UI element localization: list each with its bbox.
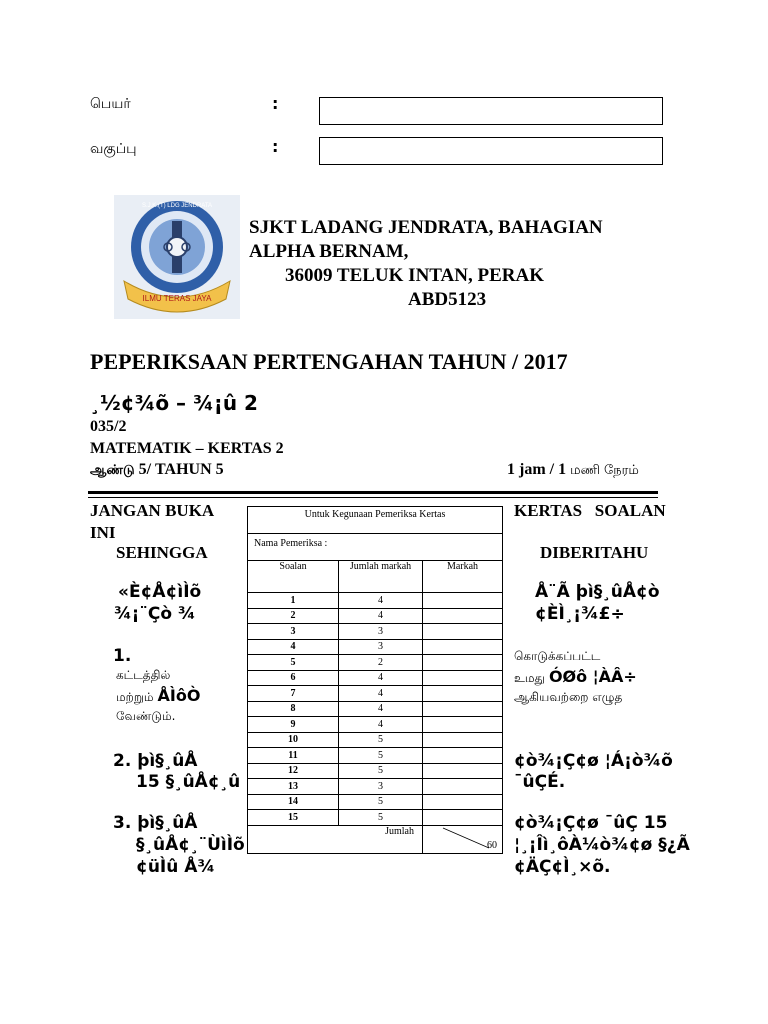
full-marks: 4 [339,717,423,733]
exam-subject-tamil: ¸½¢¾õ – ¾¡û 2 [90,391,258,415]
full-marks: 3 [339,639,423,655]
question-number: 15 [248,810,339,826]
marks-obtained-cell[interactable] [423,701,503,717]
right-tamil1: Å¨Ã þì§¸ûÅ¢ò [535,582,660,602]
marks-obtained-cell[interactable] [423,717,503,733]
header-markah: Markah [423,561,503,593]
question-number: 3 [248,624,339,640]
header-soalan: Soalan [248,561,339,593]
question-number: 2 [248,608,339,624]
table-row [248,624,503,640]
right-line6: ¢ò¾¡Ç¢ø ¯ûÇ 15 [514,813,668,833]
right-line2: உமது ÓØô ¦ÀÂ÷ [514,667,637,686]
table-row [248,670,503,686]
svg-text:ILMU TERAS JAYA: ILMU TERAS JAYA [142,294,212,303]
table-row [248,779,503,795]
marks-obtained-cell[interactable] [423,655,503,671]
examiner-name: Nama Pemeriksa : [248,534,503,561]
instruction-1-line1: கட்டத்தில் [116,668,171,682]
instruction-1-line2: மற்றும் ÅÌôÒ [116,686,201,705]
right-line5: ¯ûÇÉ. [514,772,566,792]
question-number: 5 [248,655,339,671]
table-row [248,810,503,826]
left-tamil1: «È¢Å¢ìÌõ [118,582,202,602]
question-number: 12 [248,763,339,779]
total-label: Jumlah [248,825,423,853]
right-title1: KERTAS SOALAN [514,501,666,520]
table-row [248,701,503,717]
instruction-1-number: 1. [113,646,132,666]
school-logo [114,195,240,319]
table-row [248,748,503,764]
table-caption: Untuk Kegunaan Pemeriksa Kertas [248,507,503,534]
exam-duration: 1 jam / 1 மணி நேரம் [507,461,639,478]
total-cell [423,825,503,853]
marks-obtained-cell[interactable] [423,779,503,795]
right-tamil2: ¢ÈÌ¸¡¾£÷ [535,604,625,624]
marks-obtained-cell[interactable] [423,593,503,609]
marks-obtained-cell[interactable] [423,608,503,624]
instruction-1-line3: வேண்டும். [116,709,176,723]
name-field[interactable] [319,97,663,125]
full-marks: 4 [339,686,423,702]
marks-obtained-cell[interactable] [423,670,503,686]
svg-text:S.J.K.(T) LDG JENDRATA: S.J.K.(T) LDG JENDRATA [141,203,213,209]
question-number: 6 [248,670,339,686]
table-row [248,686,503,702]
class-label: வகுப்பு [90,141,137,157]
instruction-3-line3: ¢üÌû Å¾ [136,857,216,877]
right-line7: ¦¸¡Îì¸ôÀ¼ò¾¢ø §¿Ã [514,835,690,855]
full-marks: 4 [339,608,423,624]
question-number: 7 [248,686,339,702]
table-row [248,763,503,779]
name-colon: : [272,94,279,113]
marks-obtained-cell[interactable] [423,763,503,779]
right-line4: ¢ò¾¡Ç¢ø ¦Á¡ò¾õ [514,751,673,771]
right-title2: DIBERITAHU [540,543,649,562]
table-row [248,717,503,733]
header-jumlah-markah: Jumlah markah [339,561,423,593]
question-number: 1 [248,593,339,609]
question-number: 4 [248,639,339,655]
marks-obtained-cell[interactable] [423,624,503,640]
question-number: 14 [248,794,339,810]
full-marks: 5 [339,763,423,779]
marks-obtained-cell[interactable] [423,732,503,748]
full-marks: 4 [339,670,423,686]
full-marks: 3 [339,624,423,640]
instruction-2-line1: 2. þì§¸ûÅ [113,751,198,771]
marks-obtained-cell[interactable] [423,639,503,655]
school-name-line2: ALPHA BERNAM, [249,241,409,262]
marks-obtained-cell[interactable] [423,794,503,810]
question-number: 10 [248,732,339,748]
marks-obtained-cell[interactable] [423,686,503,702]
full-marks: 5 [339,810,423,826]
full-marks: 5 [339,794,423,810]
marks-obtained-cell[interactable] [423,810,503,826]
examiner-marks-table [247,506,503,854]
school-address: 36009 TELUK INTAN, PERAK [285,265,544,286]
right-line3: ஆகியவற்றை எழுத [514,690,623,704]
class-field[interactable] [319,137,663,165]
question-number: 11 [248,748,339,764]
right-line1: கொடுக்கப்பட்ட [514,649,601,663]
left-title1: JANGAN BUKA [90,501,215,520]
exam-title: PEPERIKSAAN PERTENGAHAN TAHUN / 2017 [90,349,568,374]
full-marks: 5 [339,748,423,764]
class-colon: : [272,137,279,156]
school-code: ABD5123 [408,289,487,310]
full-marks: 4 [339,593,423,609]
left-title2: INI [90,523,116,542]
exam-code: 035/2 [90,418,127,435]
question-number: 9 [248,717,339,733]
table-row [248,732,503,748]
full-marks: 5 [339,732,423,748]
total-value: 60 [487,839,497,851]
question-number: 8 [248,701,339,717]
marks-obtained-cell[interactable] [423,748,503,764]
table-row [248,593,503,609]
table-row [248,794,503,810]
table-row [248,655,503,671]
left-tamil2: ¾¡¨Çò ¾ [114,604,196,624]
name-label: பெயர் [90,96,131,112]
right-line8: ¢ÄÇ¢Ì¸×õ. [514,857,611,877]
question-number: 13 [248,779,339,795]
full-marks: 3 [339,779,423,795]
school-name-line1: SJKT LADANG JENDRATA, BAHAGIAN [249,217,603,238]
full-marks: 2 [339,655,423,671]
instruction-3-line1: 3. þì§¸ûÅ [113,813,198,833]
instruction-2-line2: 15 §¸ûÅ¢¸û [136,772,241,792]
instruction-3-line2: §¸ûÅ¢¸¨ÙìÌõ [136,835,245,855]
table-row [248,608,503,624]
exam-year: ஆண்டு 5/ TAHUN 5 [90,461,224,478]
left-title3: SEHINGGA [116,543,208,562]
exam-subject: MATEMATIK – KERTAS 2 [90,440,284,457]
full-marks: 4 [339,701,423,717]
table-row [248,639,503,655]
